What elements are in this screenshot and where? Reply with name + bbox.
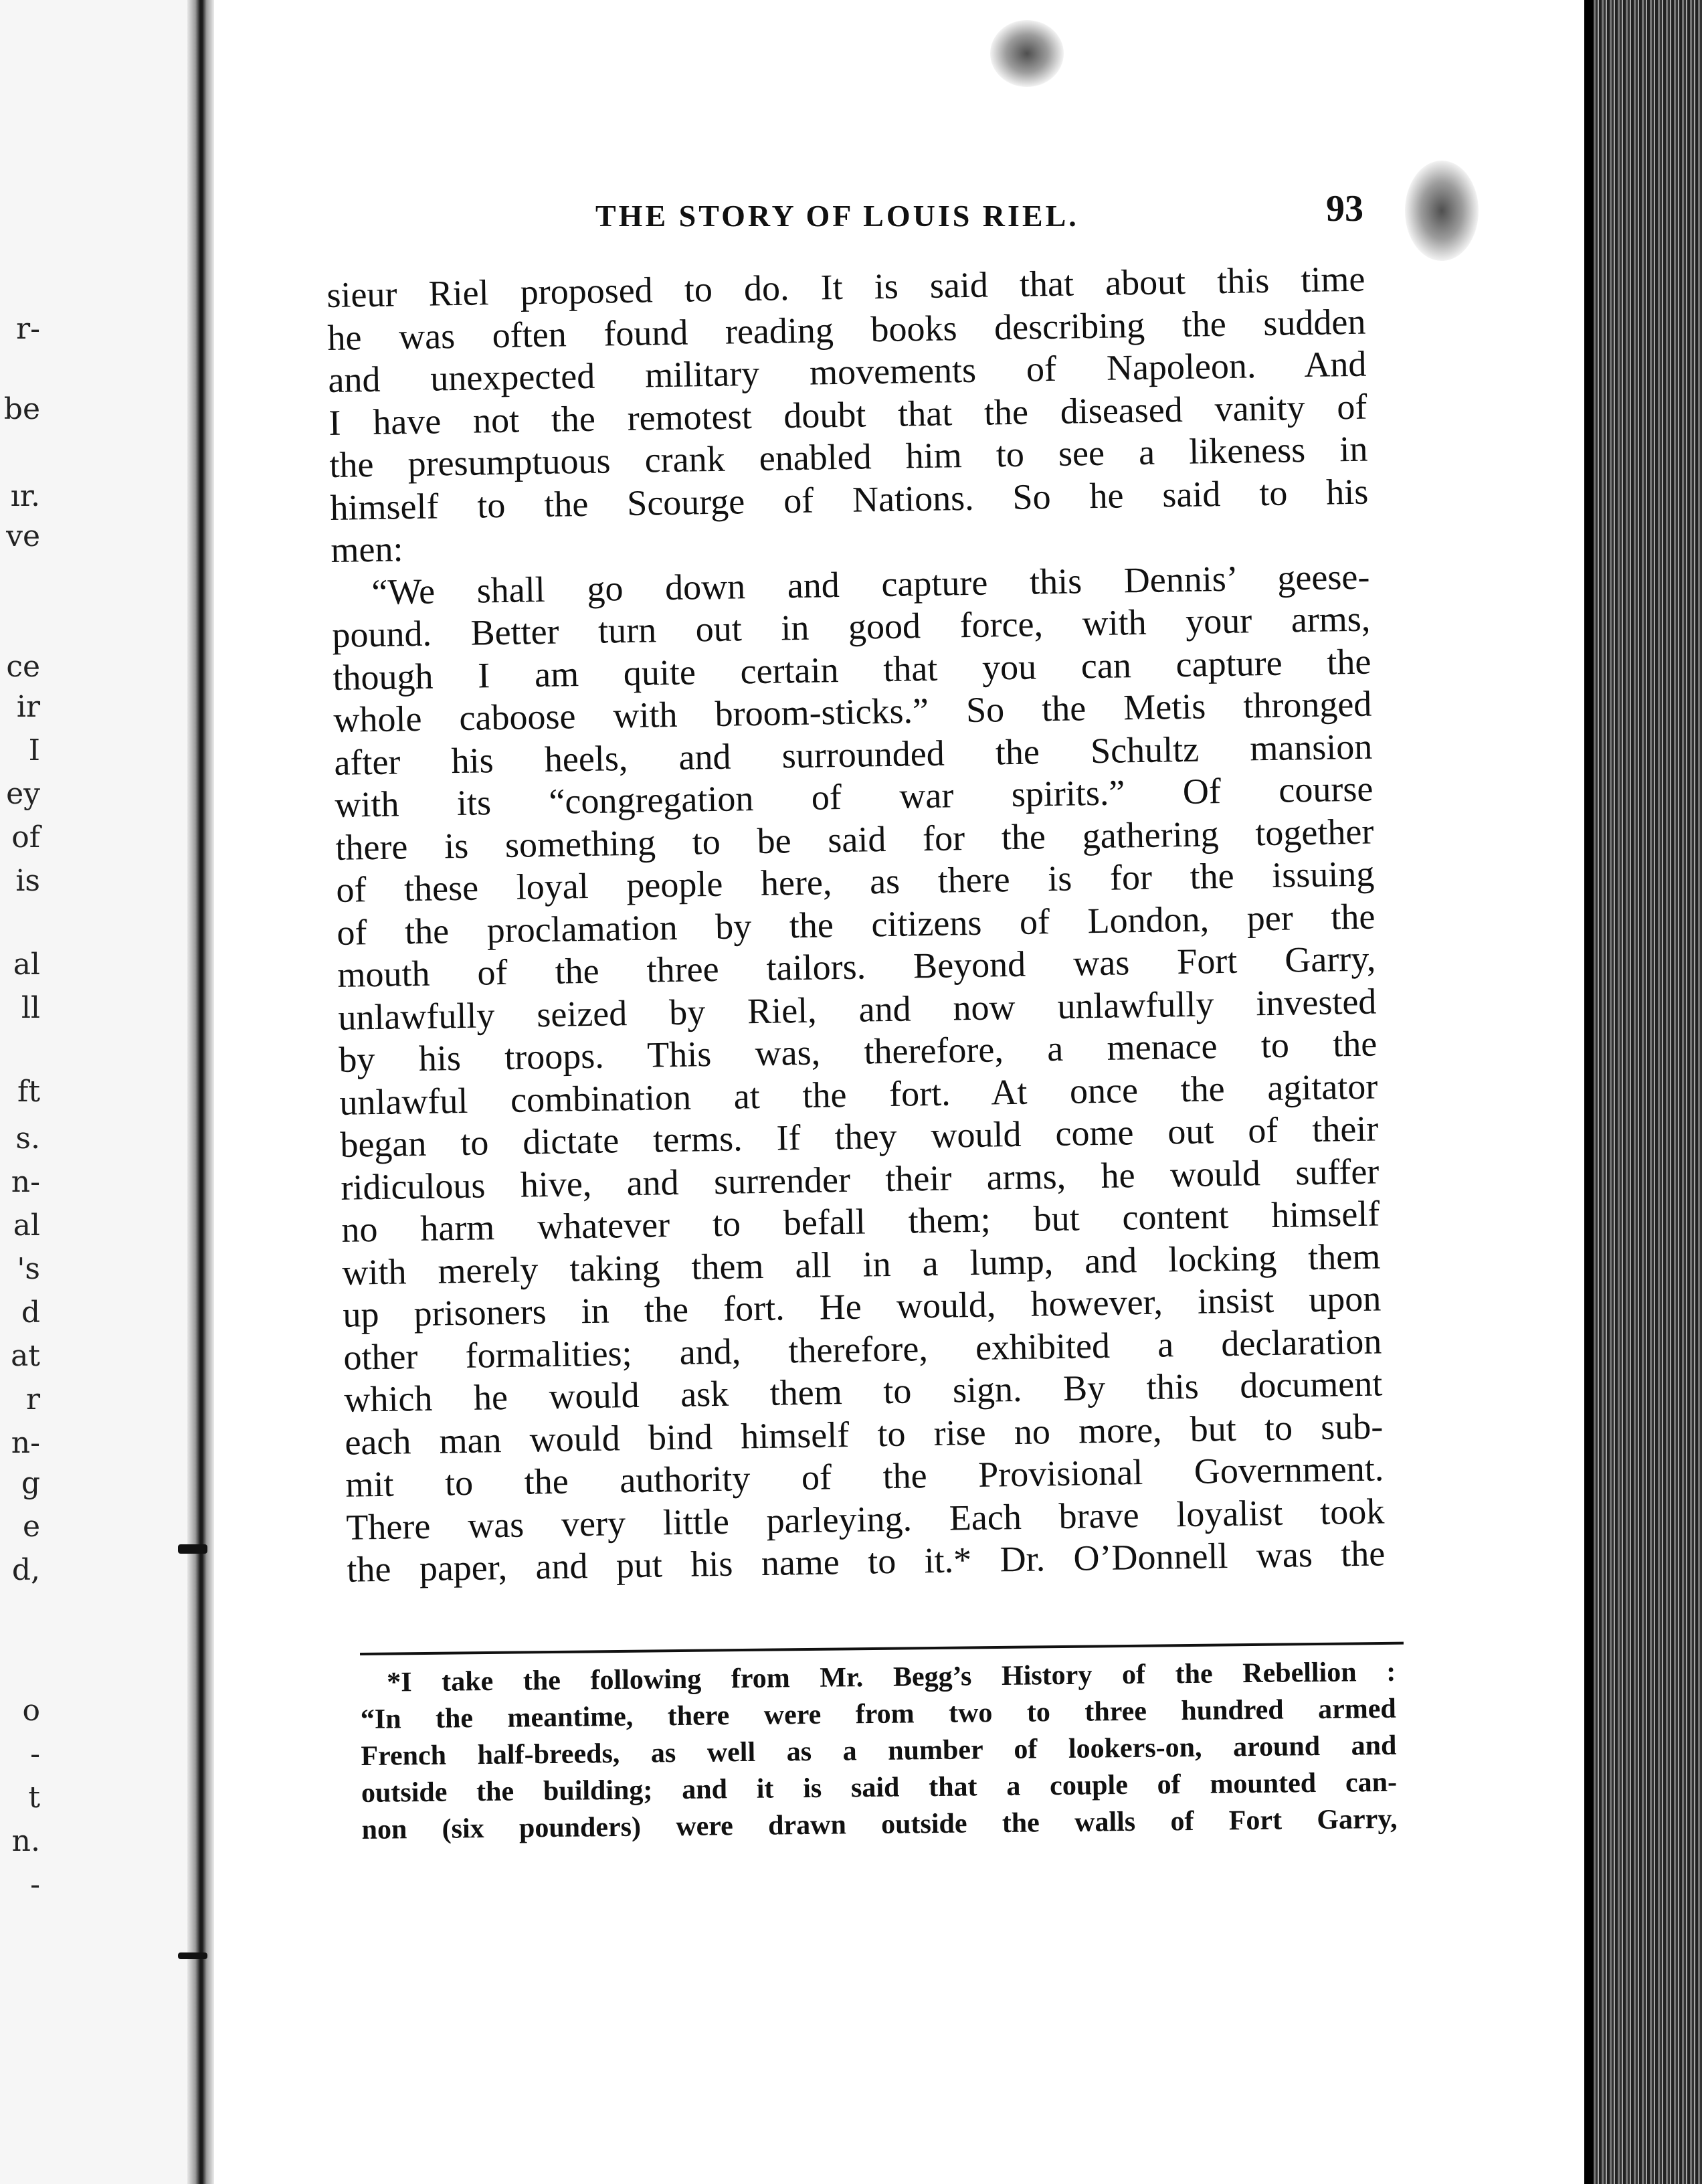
text-line: There was very little parleying. Each brave loyalist took [345,1490,1385,1548]
footnote-line: *I take the following from Mr. Begg’s History of the Rebellion : [387,1656,1396,1698]
text-line: I have not the remotest doubt that the diseased vanity of [328,386,1367,443]
text-line: whole caboose with broom-sticks.” So the Metis thronged [333,683,1372,740]
text-line: up prisoners in the fort. He would, however, insist upon [342,1278,1382,1335]
text-line: there is something to be said for the gathering together [335,811,1374,868]
book-page [214,0,1586,2184]
text-line: though I am quite certain that you can capture the [332,641,1372,698]
facing-page-fragment: 's [17,1252,40,1286]
text-line: unlawful combination at the fort. At once the agitator [339,1065,1378,1123]
facing-page-fragment: - [30,1737,40,1771]
text-line: which he would ask them to sign. By this document [343,1363,1383,1420]
text-line: the presumptuous crank enabled him to see a likeness in [329,428,1368,485]
text-line: himself to the Scourge of Nations. So he said to his [330,471,1369,528]
text-line: sieur Riel proposed to do. It is said that about this time [326,258,1365,315]
footnote-line: French half-breeds, as well as a number of lookers-on, around and [361,1730,1397,1772]
text-line: of the proclamation by the citizens of London, per the [336,896,1376,953]
text-line: the paper, and put his name to it.* Dr. O’Donnell was the [346,1533,1386,1590]
gutter-mark [178,1952,207,1959]
facing-page-fragment: n- [11,1426,40,1460]
text-line: ridiculous hive, and surrender their arms, he would suffer [340,1150,1380,1208]
footnote-line: “In the meantime, there were from two to three hundred armed [360,1693,1397,1735]
footnote-line: non (six pounders) were drawn outside the walls of Fort Garry, [361,1803,1398,1845]
text-line: “We shall go down and capture this Dennis’ geese- [371,556,1370,612]
text-line: of these loyal people here, as there is for the issuing [335,853,1375,910]
facing-page-fragment: - [30,1868,40,1902]
facing-page-fragment: ır. [10,479,40,513]
facing-page-fragment: ll [21,991,40,1025]
facing-page-fragment: ce [6,650,40,684]
text-line: men: [330,529,403,570]
page-number: 93 [1326,188,1363,230]
facing-page-fragment: s. [15,1121,40,1156]
footnote-rule [360,1642,1404,1655]
facing-page-fragment: I [28,733,40,767]
text-line: each man would bind himself to rise no more, but to sub- [344,1405,1384,1463]
text-line: he was often found reading books describing the sudden [327,301,1366,358]
footnote-line: outside the building; and it is said that a couple of mounted can- [361,1766,1398,1809]
facing-page [0,0,194,2184]
facing-page-fragment: be [3,392,40,426]
facing-page-fragment: t [28,1781,40,1815]
text-line: after his heels, and surrounded the Schultz mansion [333,726,1373,783]
footnote [360,1653,1432,1849]
book-gutter [187,0,214,2184]
facing-page-fragment: r- [16,312,40,346]
facing-page-fragment: d, [11,1553,40,1587]
text-line: by his troops. This was, therefore, a menace to the [338,1023,1378,1080]
text-line: mouth of the three tailors. Beyond was Fort Garry, [337,938,1376,995]
facing-page-margin-text [0,0,194,2184]
facing-page-fragment: al [13,1208,40,1243]
text-line: mit to the authority of the Provisional Government. [345,1448,1384,1505]
facing-page-fragment: n. [11,1824,40,1858]
gutter-mark [178,1544,207,1554]
running-head: THE STORY OF LOUIS RIEL. [595,199,1079,233]
text-line: unlawfully seized by Riel, and now unlawfully invested [337,980,1377,1038]
facing-page-fragment: g [21,1466,40,1500]
facing-page-fragment: at [11,1339,40,1373]
text-line: with merely taking them all in a lump, and locking them [341,1235,1381,1293]
text-line: began to dictate terms. If they would come out of their [339,1108,1379,1165]
facing-page-fragment: al [13,947,40,982]
facing-page-fragment: ve [6,519,40,553]
facing-page-fragment: ft [17,1075,40,1109]
facing-page-fragment: ir [16,690,40,724]
text-line: with its “congregation of war spirits.” Of course [334,768,1374,825]
body-text [326,254,1618,1591]
facing-page-fragment: ey [6,777,40,811]
text-line: no harm whatever to befall them; but content himself [341,1193,1380,1250]
facing-page-fragment: of [11,820,40,854]
facing-page-fragment: e [22,1510,40,1544]
facing-page-fragment: n- [11,1165,40,1199]
text-line: pound. Better turn out in good force, with your arms, [331,598,1371,655]
text-line: other formalities; and, therefore, exhibited a declaration [343,1320,1382,1378]
facing-page-fragment: o [22,1694,40,1728]
text-line: and unexpected military movements of Napoleon. And [328,343,1367,400]
facing-page-fragment: is [15,864,40,898]
facing-page-fragment: d [21,1295,40,1330]
facing-page-fragment: r [25,1382,40,1417]
